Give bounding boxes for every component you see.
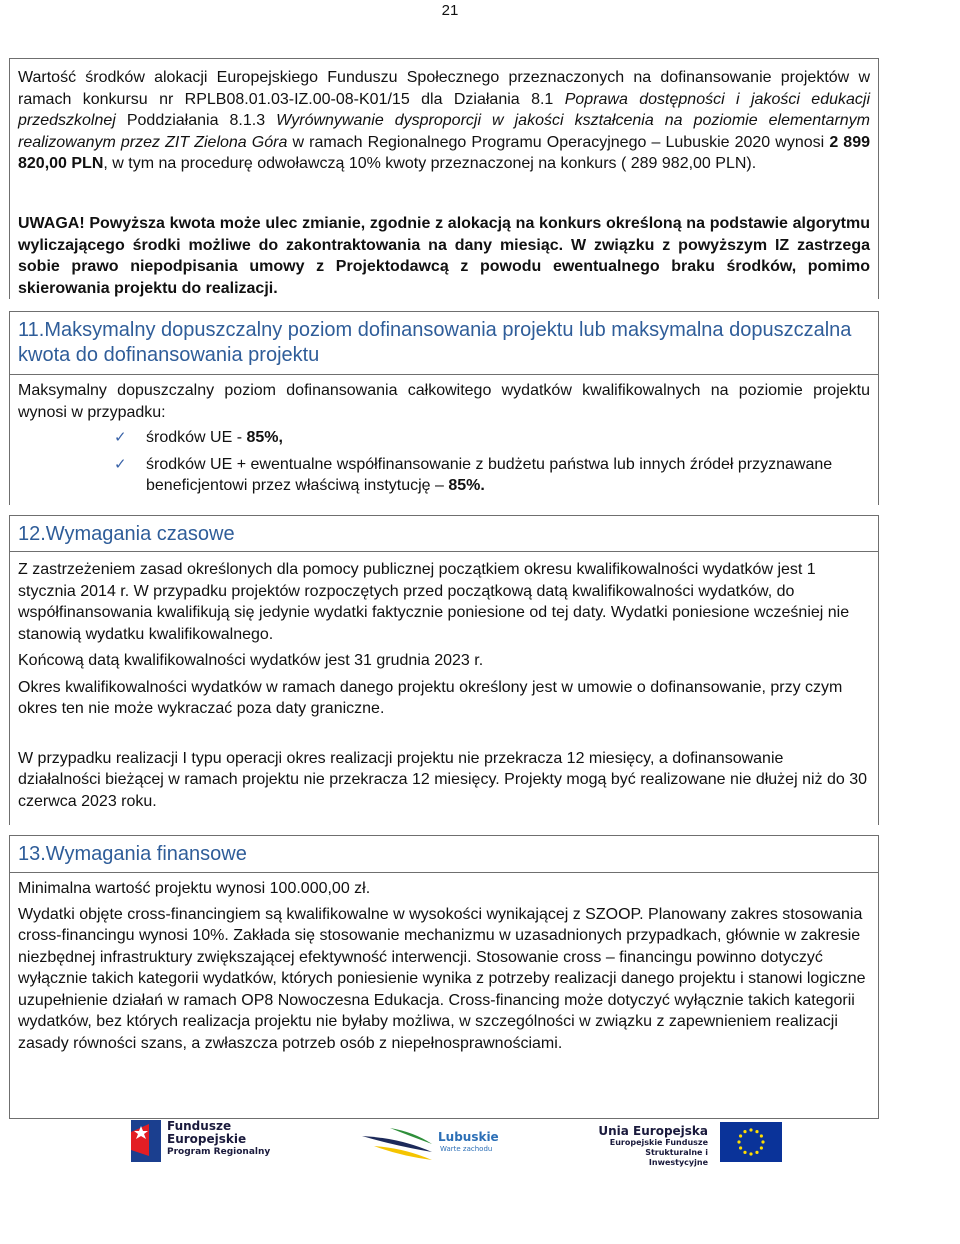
section-12-paragraph-3: Okres kwalifikowalności wydatków w ramach danego projektu określony jest w umowie o dofinansowanie, przy czym okres ten nie może wykraczać poza daty graniczne. xyxy=(18,678,843,717)
section-11-body xyxy=(10,375,878,505)
section-13-box xyxy=(9,835,879,1119)
page-number: 21 xyxy=(441,2,459,19)
lubuskie-tagline: Warte zachodu xyxy=(440,1145,493,1153)
warning-text: Powyższa kwota może ulec zmianie, zgodnie z alokacją na konkurs określoną na podstawie algorytmu wyliczającego środki możliwe do zakontraktowania na dany miesiąc. W związku z powyższym IZ zastrzega sobie prawo niepodpisania umowy z Projektodawcą z powodu ewentualnego braku środków, pomimo skierowania projektu do realizacji. xyxy=(18,215,870,297)
eu-line-2: Europejskie Fundusze xyxy=(609,1138,708,1147)
allocation-paragraph xyxy=(18,67,870,197)
section-13-paragraph-2: Wydatki objęte cross-financingiem są kwalifikowalne w wysokości wynikającej z SZOOP. Planowany zakres stosowania cross-financingu wynosi 10%. Zakłada się stosowanie mechanizmu w uzasadnionych przypadkach, głównie w zakresie niezbędnej infrastruktury zwiększającej efektywność interwencji. Stosowanie cross – financingu powinno dotyczyć wyłącznie takich kategorii wydatków, których poniesienie wynika z potrzeby realizacji danego projektu i stanowi logiczne uzupełnienie działań w ramach OP8 Nowoczesna Edukacja. Cross-financing może dotyczyć wyłącznie takich kategorii wydatków, bez których realizacja projektu nie byłaby możliwa, w szczególności w związku z zapewnieniem realizacji zasady równości szans, a zwłaszcza potrzeb osób z niepełnosprawnościami. xyxy=(18,905,866,1052)
allocation-submeasure-name: Wyrównywanie dysproporcji w jakości kształcenia na poziomie elementarnym realizowanym przez ZIT Zielona Góra xyxy=(18,112,871,151)
list-item xyxy=(114,427,870,449)
allocation-text-5: w ramach Regionalnego Programu Operacyjnego – Lubuskie 2020 wynosi xyxy=(287,133,830,151)
section-13-body xyxy=(10,873,878,1118)
unia-europejska-logo xyxy=(588,1120,788,1168)
section-12-title: 12.Wymagania czasowe xyxy=(18,523,235,545)
warning-paragraph xyxy=(18,213,870,299)
eu-line-1: Unia Europejska xyxy=(598,1124,708,1138)
eu-flag-icon xyxy=(720,1122,782,1162)
fe-line-1: Fundusze xyxy=(167,1119,232,1133)
lubuskie-logo xyxy=(360,1122,510,1166)
list-item-text: środków UE + ewentualne współfinansowanie z budżetu państwa lub innych źródeł przyznawane beneficjentowi przez właściwą instytucję – xyxy=(146,455,833,494)
allocation-measure-name: Poprawa dostępności i jakości edukacji przedszkolnej xyxy=(18,90,871,129)
fundusze-europejskie-logo xyxy=(127,1112,277,1170)
section-13-title: 13.Wymagania finansowe xyxy=(18,843,247,865)
checkmark-icon: ✓ xyxy=(114,429,127,446)
section-12-paragraph-4: W przypadku realizacji I typu operacji okres realizacji projektu nie przekracza 12 miesięcy, a dofinansowanie działalności bieżącej w ramach projektu nie przekracza 12 miesięcy. Projekty mogą być realizowane nie dłużej niż do 30 czerwca 2023 roku. xyxy=(18,749,868,810)
section-11-title: 11.Maksymalny dopuszczalny poziom dofinansowania projektu lub maksymalna dopuszczalna kwota do dofinansowania projektu xyxy=(18,319,852,366)
section-12-heading-block xyxy=(10,516,878,552)
section-11-heading-block xyxy=(10,312,878,375)
fe-line-2: Europejskie xyxy=(167,1132,247,1146)
allocation-text-3: Poddziałania 8.1.3 xyxy=(115,112,277,129)
section-12-paragraph-1: Z zastrzeżeniem zasad określonych dla pomocy publicznej początkiem okresu kwalifikowalności wydatków jest 1 stycznia 2014 r. W przypadku projektów rozpoczętych przed początkową datą kwalifikowalności wydatków, do współfinansowania kwalifikują się jedynie wydatki faktycznie poniesione od tej daty. Wydatki poniesione wcześniej nie stanowią wydatku kwalifikowalnego. xyxy=(18,561,850,643)
fe-line-3: Program Regionalny xyxy=(167,1147,271,1157)
allocation-block xyxy=(10,59,878,299)
fundusze-europejskie-emblem xyxy=(127,1116,163,1166)
eu-line-3: Strukturalne i Inwestycyjne xyxy=(645,1148,708,1167)
footer-logos xyxy=(0,1106,960,1176)
section-12-paragraph-2: Końcową datą kwalifikowalności wydatków jest 31 grudnia 2023 r. xyxy=(18,652,484,669)
section-11-intro: Maksymalny dopuszczalny poziom dofinansowania całkowitego wydatków kwalifikowalnych na poziomie projektu wynosi w przypadku: xyxy=(18,382,870,421)
section-13-paragraph-1: Minimalna wartość projektu wynosi 100.000,00 zł. xyxy=(18,880,371,897)
warning-label: UWAGA! xyxy=(18,215,85,232)
funding-level-list xyxy=(18,427,870,497)
allocation-text-7: , w tym na procedurę odwoławczą 10% kwoty przeznaczonej na konkurs ( 289 982,00 PLN). xyxy=(103,155,757,172)
allocation-amount: 2 899 820,00 PLN xyxy=(18,133,871,172)
allocation-box xyxy=(9,58,879,299)
lubuskie-name: Lubuskie xyxy=(438,1130,499,1144)
lubuskie-swoosh-icon xyxy=(360,1126,434,1162)
checkmark-icon: ✓ xyxy=(114,455,127,473)
section-13-heading-block xyxy=(10,836,878,873)
allocation-text-1: Wartość środków alokacji Europejskiego Funduszu Społecznego przeznaczonych na dofinansowanie projektów w ramach konkursu nr RPLB08.01.03-IZ.00-08-K01/15 dla Działania 8.1 xyxy=(18,69,870,108)
list-item-value: 85%, xyxy=(246,429,283,446)
section-12-body xyxy=(10,552,878,825)
list-item-text: środków UE - xyxy=(146,429,247,446)
list-item xyxy=(114,454,870,497)
section-12-box xyxy=(9,515,879,825)
section-11-box xyxy=(9,311,879,505)
list-item-value: 85%. xyxy=(448,477,485,494)
